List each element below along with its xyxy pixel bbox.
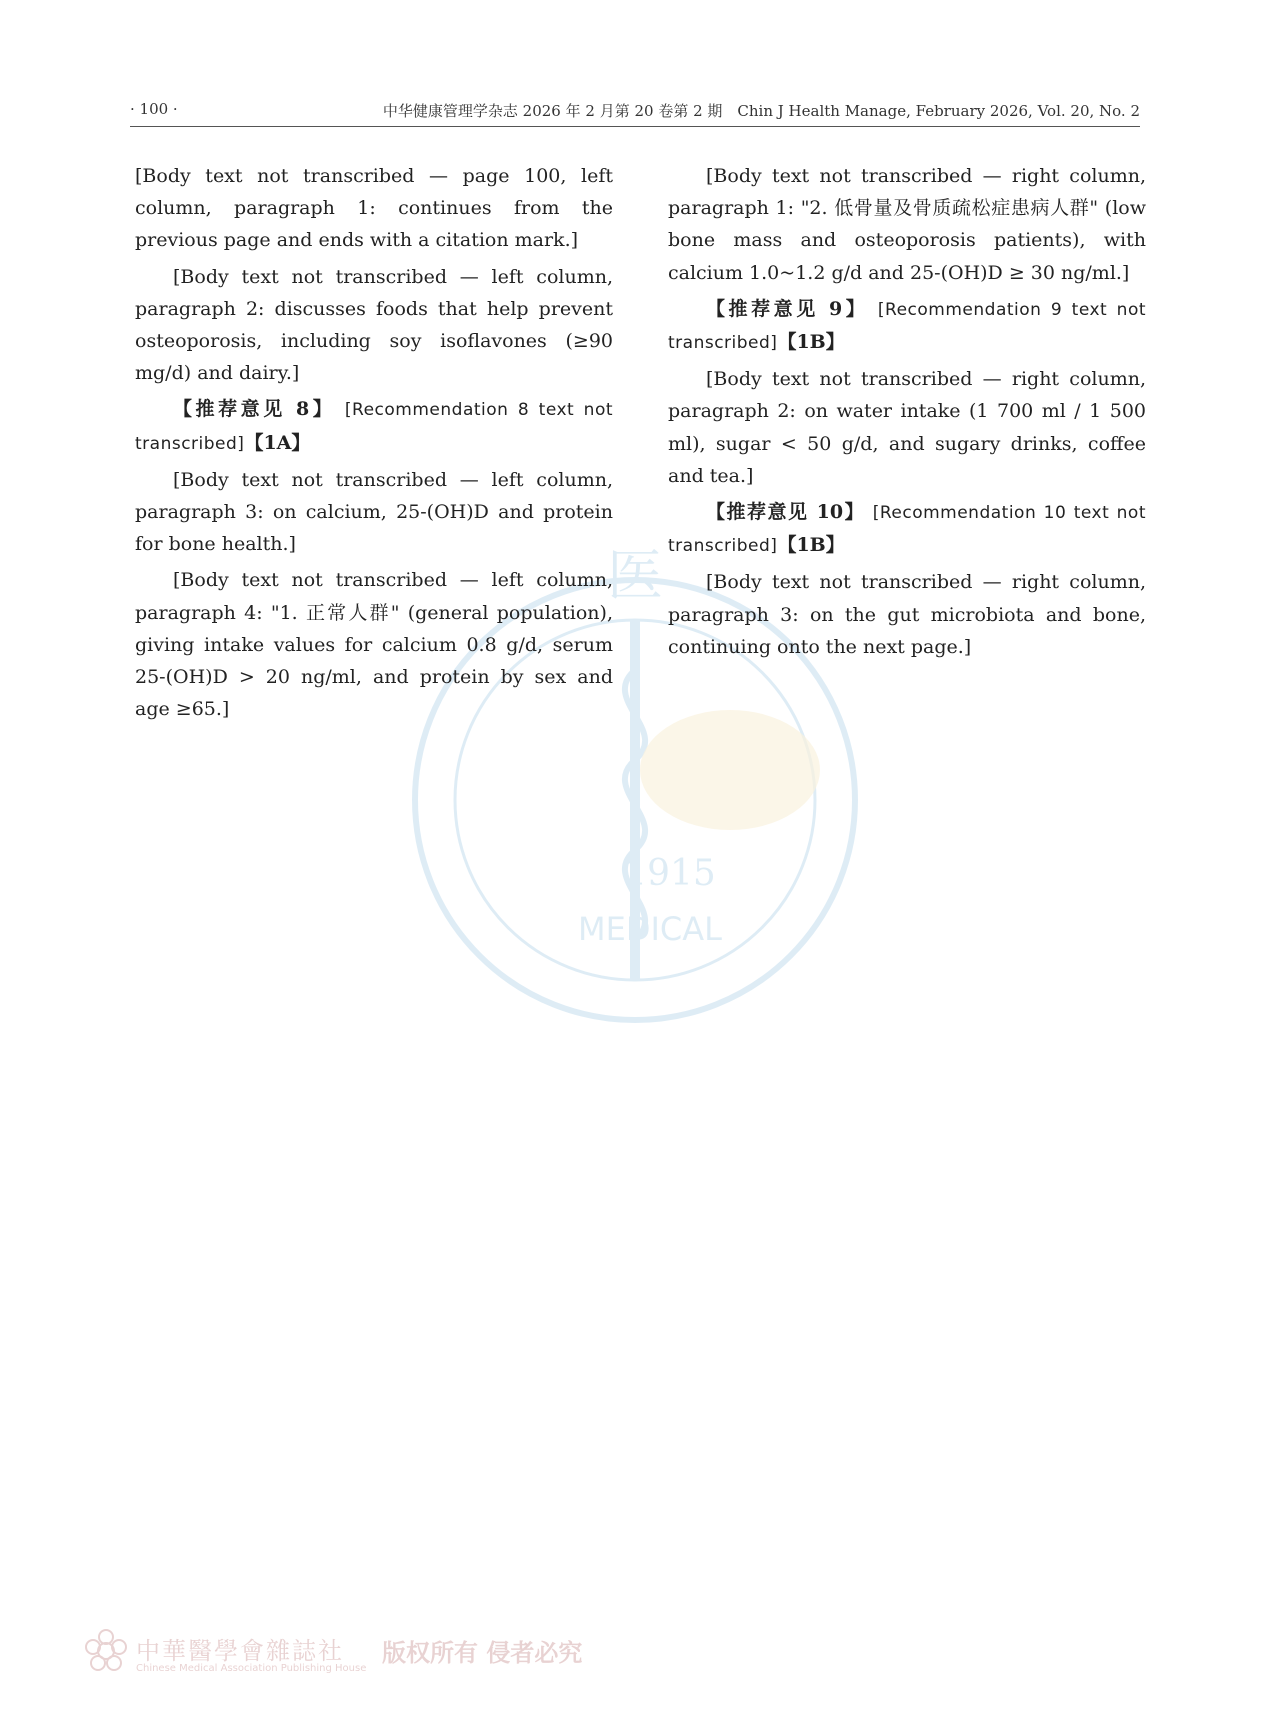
left-column — [135, 160, 613, 1660]
paragraph: [Body text not transcribed — right column, paragraph 2: on water intake (1 700 ml / 1 500 ml), sugar < 50 g/d, and sugary drinks, coffee and tea.] — [668, 368, 1146, 487]
watermark-text: MEDICAL — [578, 910, 722, 948]
paragraph: [Body text not transcribed — left column, paragraph 2: discusses foods that help prevent osteoporosis, including soy isoflavones (≥90 mg/d) and dairy.] — [135, 265, 613, 385]
recommendation-grade: 【1A】 — [244, 431, 311, 454]
paragraph: [Body text not transcribed — left column, paragraph 4: "1. 正常人群" (general population), giving intake values for calcium 0.8 g/d, serum 25-(OH)D > 20 ng/ml, and protein by sex and age ≥65.] — [135, 569, 613, 721]
paragraph: [Body text not transcribed — right column, paragraph 3: on the gut microbiota and bone, continuing onto the next page.] — [668, 571, 1146, 658]
recommendation-tag: 【推荐意见 8】 — [173, 398, 336, 421]
recommendation-grade: 【1B】 — [777, 331, 845, 354]
recommendation-text: [Recommendation 10 text not transcribed] — [668, 503, 1146, 557]
watermark-year: 1915 — [624, 853, 716, 894]
paragraph: [Body text not transcribed — right column, paragraph 1: "2. 低骨量及骨质疏松症患病人群" (low bone mass and osteoporosis patients), with calcium 1.0~1.2 g/d and 25-(OH)D ≥ 30 ng/ml.] — [668, 165, 1146, 284]
page-number: · 100 · — [130, 100, 178, 118]
flower-logo-icon — [82, 1627, 130, 1675]
recommendation-10 — [668, 496, 1146, 562]
recommendation-tag: 【推荐意见 10】 — [706, 501, 866, 524]
journal-citation: 中华健康管理学杂志 2026 年 2 月第 20 卷第 2 期 Chin J Health Manage, February 2026, Vol. 20, No. 2 — [382, 102, 1140, 120]
recommendation-tag: 【推荐意见 9】 — [706, 297, 869, 320]
publisher-name: 中華醫學會雜誌社 — [136, 1637, 344, 1665]
publisher-logo — [82, 1625, 602, 1685]
paragraph: [Body text not transcribed — page 100, left column, paragraph 1: continues from the previous page and ends with a citation mark.] — [135, 165, 613, 252]
right-column — [668, 160, 1146, 1660]
recommendation-9 — [668, 293, 1146, 359]
publisher-name-en: Chinese Medical Association Publishing House — [136, 1663, 367, 1674]
recommendation-8 — [135, 393, 613, 459]
recommendation-text: [Recommendation 9 text not transcribed] — [668, 299, 1146, 354]
paragraph: [Body text not transcribed — left column, paragraph 3: on calcium, 25-(OH)D and protein for bone health.] — [135, 468, 613, 556]
copyright-slogan: 版权所有 侵者必究 — [382, 1639, 583, 1667]
watermark-glyph: 医 — [607, 544, 663, 609]
recommendation-text: [Recommendation 8 text not transcribed] — [135, 400, 613, 454]
recommendation-grade: 【1B】 — [777, 534, 845, 557]
running-header — [130, 100, 1140, 127]
